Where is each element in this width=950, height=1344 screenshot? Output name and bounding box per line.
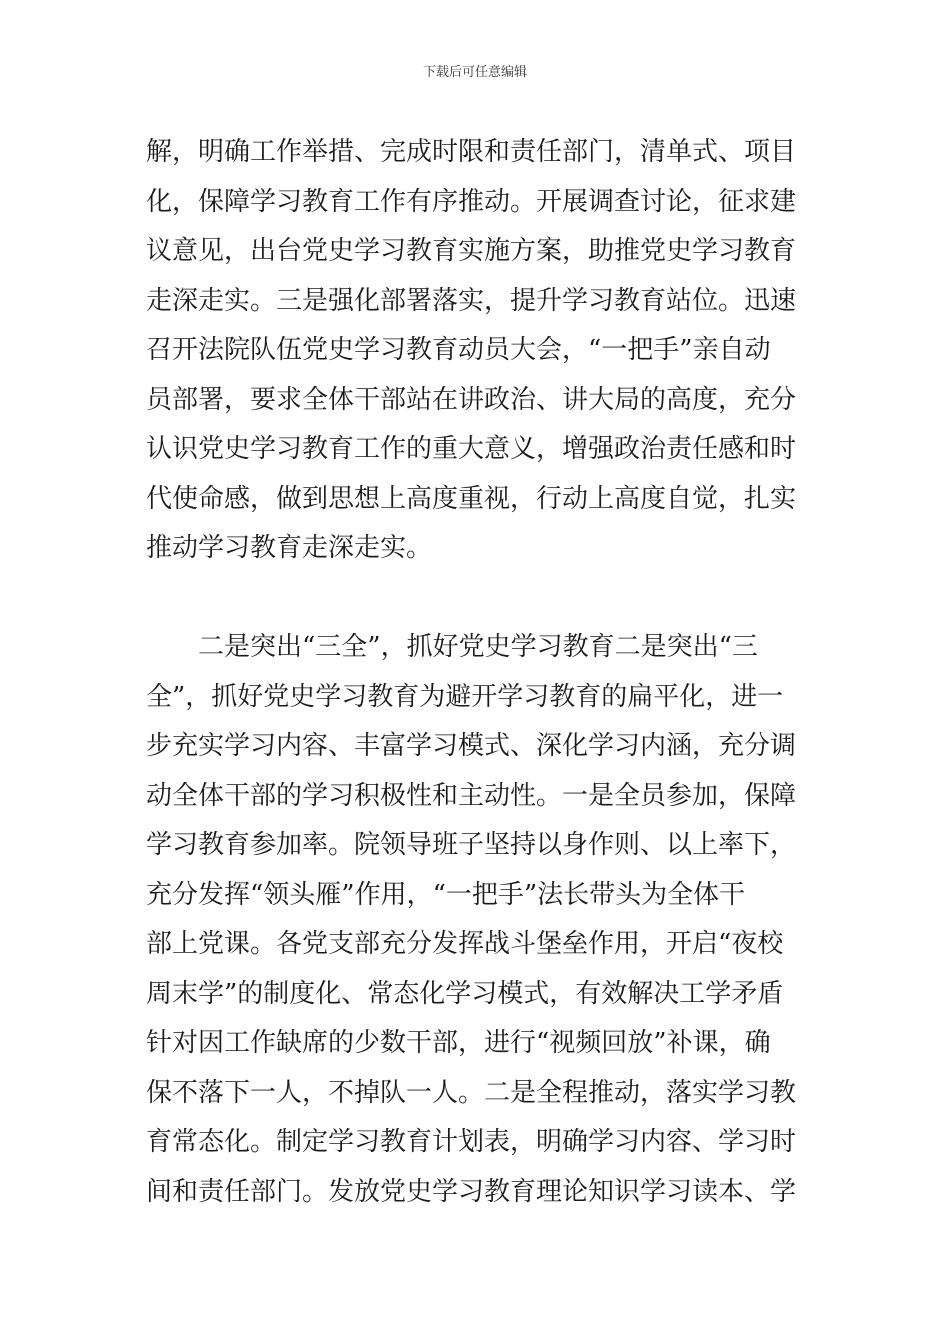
- paragraph-line: 全”，抓好党史学习教育为避开学习教育的扁平化，进一: [146, 681, 784, 712]
- paragraph-line: 步充实学习内容、丰富学习模式、深化学习内涵，充分调: [146, 731, 797, 761]
- paragraph-line: 部上党课。各党支部充分发挥战斗堡垒作用，开启“夜校: [146, 929, 784, 959]
- paragraph-line: 走深走实。三是强化部署落实，提升学习教育站位。迅速: [146, 285, 797, 316]
- paragraph-line: 保不落下一人，不掉队一人。二是全程推动，落实学习教: [146, 1077, 797, 1108]
- paragraph-line: 化，保障学习教育工作有序推动。开展调查讨论，征求建: [146, 186, 797, 217]
- paragraph-line: 解，明确工作举措、完成时限和责任部门，清单式、项目: [146, 137, 797, 167]
- paragraph-line: 推动学习教育走深走实。: [146, 533, 433, 563]
- paragraph-line: 代使命感，做到思想上高度重视，行动上高度自觉，扎实: [146, 483, 797, 514]
- paragraph-line: 充分发挥“领头雁”作用，“一把手”法长带头为全体干: [146, 879, 746, 910]
- paragraph-line: 周末学”的制度化、常态化学习模式，有效解决工学矛盾: [146, 978, 784, 1009]
- paragraph-line: 召开法院队伍党史学习教育动员大会，“一把手”亲自动: [146, 335, 771, 365]
- paragraph-1: [146, 128, 806, 574]
- paragraph-line: 员部署，要求全体干部站在讲政治、讲大局的高度，充分: [146, 384, 797, 415]
- paragraph-line: 动全体干部的学习积极性和主动性。一是全员参加，保障: [146, 780, 797, 811]
- paragraph-line: 议意见，出台党史学习教育实施方案，助推党史学习教育: [146, 236, 797, 266]
- paragraph-line: 间和责任部门。发放党史学习教育理论知识学习读本、学: [146, 1176, 797, 1207]
- paragraph-line: 学习教育参加率。院领导班子坚持以身作则、以上率下，: [146, 830, 797, 860]
- page-header: 下载后可任意编辑: [422, 65, 527, 80]
- paragraph-line: 认识党史学习教育工作的重大意义，增强政治责任感和时: [146, 434, 797, 464]
- paragraph-line: 针对因工作缺席的少数干部，进行“视频回放”补课，确: [146, 1028, 771, 1058]
- paragraph-2: [146, 623, 806, 1217]
- paragraph-line: 二是突出“三全”，抓好党史学习教育二是突出“三: [198, 632, 758, 662]
- paragraph-line: 育常态化。制定学习教育计划表，明确学习内容、学习时: [146, 1127, 797, 1157]
